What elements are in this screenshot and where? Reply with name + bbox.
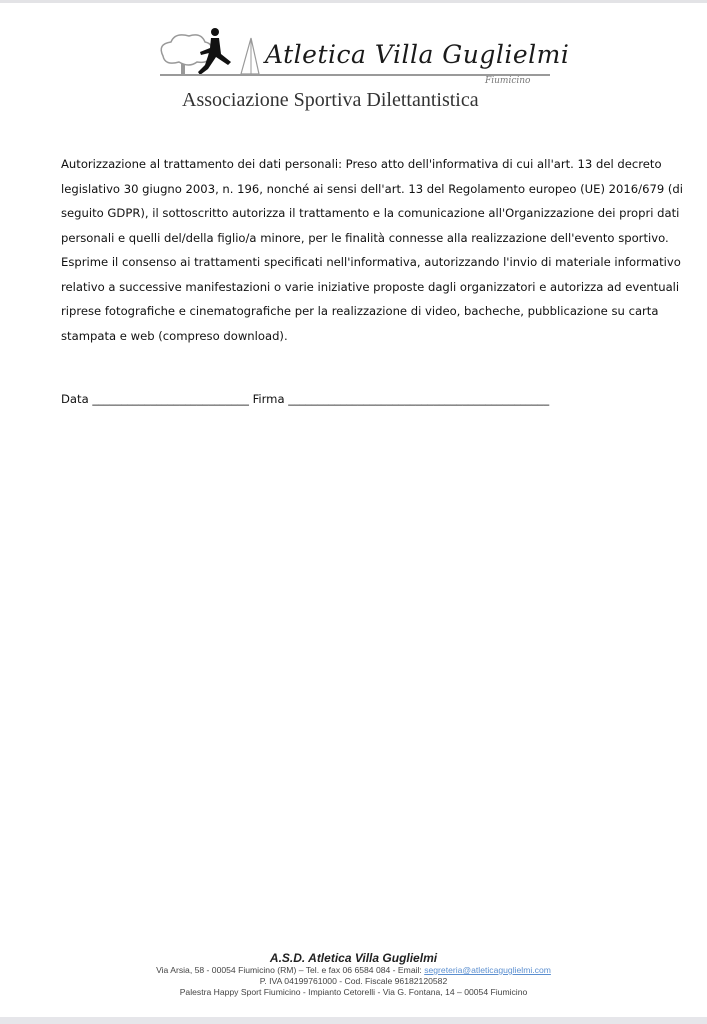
paragraph-line: relativo a successive manifestazioni o varie iniziative proposte dagli organizzatori e autorizza ad eventuali <box>61 279 680 294</box>
footer-email-link[interactable]: segreteria@atleticaguglielmi.com <box>424 965 551 975</box>
paragraph-line: seguito GDPR), il sottoscritto autorizza il trattamento e la comunicazione all'Organizzazione dei propri dati <box>61 206 680 220</box>
runner-tree-sail-icon <box>155 26 265 86</box>
consent-paragraph <box>61 152 683 348</box>
logo <box>155 26 570 116</box>
signature-field: _____________________________________________ <box>288 392 550 406</box>
footer <box>0 951 707 998</box>
paragraph-line: Autorizzazione al trattamento dei dati personali: Preso atto dell'informativa di cui all'art. 13 del decreto <box>61 157 662 171</box>
footer-address-text: Via Arsia, 58 - 00054 Fiumicino (RM) – Tel. e fax 06 6584 084 - Email: <box>156 965 425 975</box>
date-field: ___________________________ <box>92 392 249 406</box>
paragraph-line: riprese fotografiche e cinematografiche per la realizzazione di video, bacheche, pubblicazione su carta <box>61 304 659 318</box>
paragraph-line: personali e quelli del/della figlio/a minore, per le finalità connesse alla realizzazione dell'evento sportivo. <box>61 230 669 245</box>
paragraph-line: Esprime il consenso ai trattamenti specificati nell'informativa, autorizzando l'invio di materiale informativo <box>61 255 681 269</box>
top-edge <box>0 0 707 3</box>
signature-label: Firma <box>252 392 285 406</box>
footer-title: A.S.D. Atletica Villa Guglielmi <box>269 951 438 965</box>
logo-subtitle: Fiumicino <box>485 76 531 86</box>
signature-row <box>61 392 549 406</box>
association-name: Associazione Sportiva Dilettantistica <box>182 89 479 111</box>
paragraph-line: legislativo 30 giugno 2003, n. 196, nonché ai sensi dell'art. 13 del Regolamento europeo (UE) 2016/679 (di <box>61 181 683 196</box>
date-label: Data <box>61 392 89 406</box>
logo-title: Atletica Villa Guglielmi <box>265 40 570 69</box>
footer-address <box>0 965 707 976</box>
bottom-edge <box>0 1017 707 1024</box>
footer-gym: Palestra Happy Sport Fiumicino - Impianto Cetorelli - Via G. Fontana, 14 – 00054 Fiumicino <box>179 987 528 997</box>
footer-tax: P. IVA 04199761000 - Cod. Fiscale 96182120582 <box>259 976 448 986</box>
paragraph-line: stampata e web (compreso download). <box>61 328 288 343</box>
